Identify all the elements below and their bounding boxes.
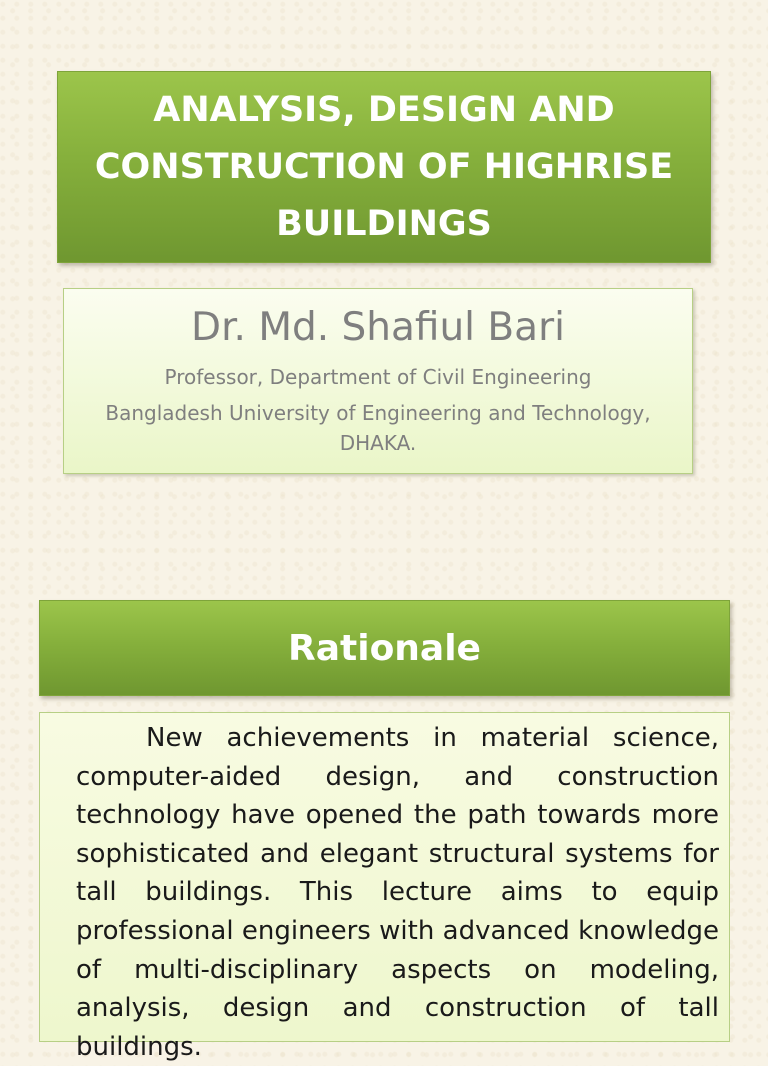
section-heading-banner: [39, 600, 730, 696]
author-name: Dr. Md. Shafiul Bari: [191, 305, 565, 350]
section-body-panel: [39, 712, 730, 1062]
author-affiliation: Bangladesh University of Engineering and Technology, DHAKA.: [105, 401, 651, 455]
section-body-text: New achievements in material science, computer-aided design, and construction technology have opened the path towards more sophisticated and elegant structural systems for tall buildings. This lecture aims to equip professional engineers with advanced knowledge of multi-disciplinary aspects on modeling, analysis, design and construction of tall buildings.: [76, 723, 719, 1062]
document-title: ANALYSIS, DESIGN AND CONSTRUCTION OF HIGHRISE BUILDINGS: [94, 89, 674, 244]
author-position: Professor, Department of Civil Engineering: [164, 365, 592, 389]
title-banner: [57, 71, 711, 263]
section-heading: Rationale: [288, 627, 481, 669]
author-panel: [63, 288, 693, 474]
